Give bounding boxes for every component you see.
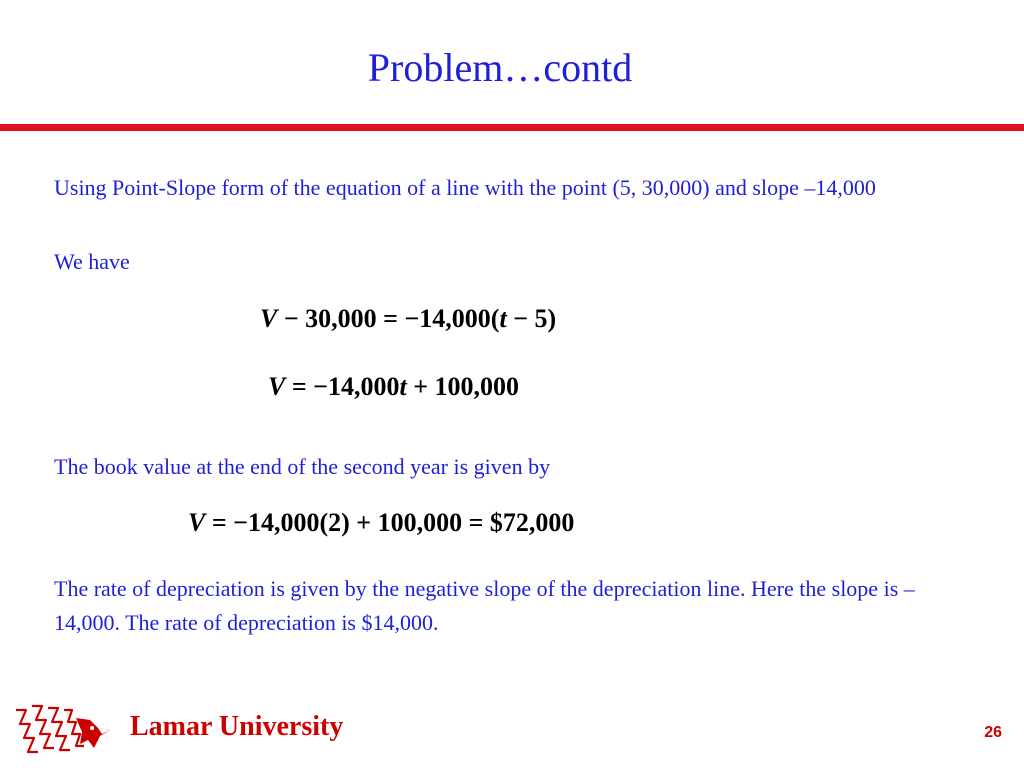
equation-line: [268, 374, 519, 400]
cardinal-logo-icon: [10, 700, 114, 762]
book-value-text: The book value at the end of the second year is given by: [54, 454, 551, 479]
equation-intercept: + 100,000: [406, 372, 520, 401]
equation-var-v: V: [188, 508, 206, 537]
equation-book-value: [188, 510, 574, 536]
footer-university-name: Lamar University: [130, 711, 344, 742]
equation-rhs: − 5): [506, 304, 557, 333]
equation-point-slope: [260, 306, 556, 332]
intro-text: Using Point-Slope form of the equation of a line with the point (5, 30,000) and slope –14,000: [54, 175, 876, 200]
equation-slope: = −14,000: [285, 372, 400, 401]
equation-var-t: t: [499, 304, 507, 333]
equation-evaluation: = −14,000(2) + 100,000 = $72,000: [205, 508, 575, 537]
slide-title: Problem…contd: [367, 45, 633, 90]
we-have-text: We have: [54, 249, 130, 274]
depreciation-text: The rate of depreciation is given by the negative slope of the depreciation line. Here the slope is –14,000. The rate of depreciation is $14,000.: [54, 576, 915, 635]
page-number: 26: [984, 724, 1002, 741]
equation-lhs: − 30,000 = −14,000(: [277, 304, 500, 333]
equation-var-v: V: [260, 304, 278, 333]
title-divider: [0, 124, 1024, 131]
equation-var-v: V: [268, 372, 286, 401]
equation-var-t: t: [399, 372, 407, 401]
